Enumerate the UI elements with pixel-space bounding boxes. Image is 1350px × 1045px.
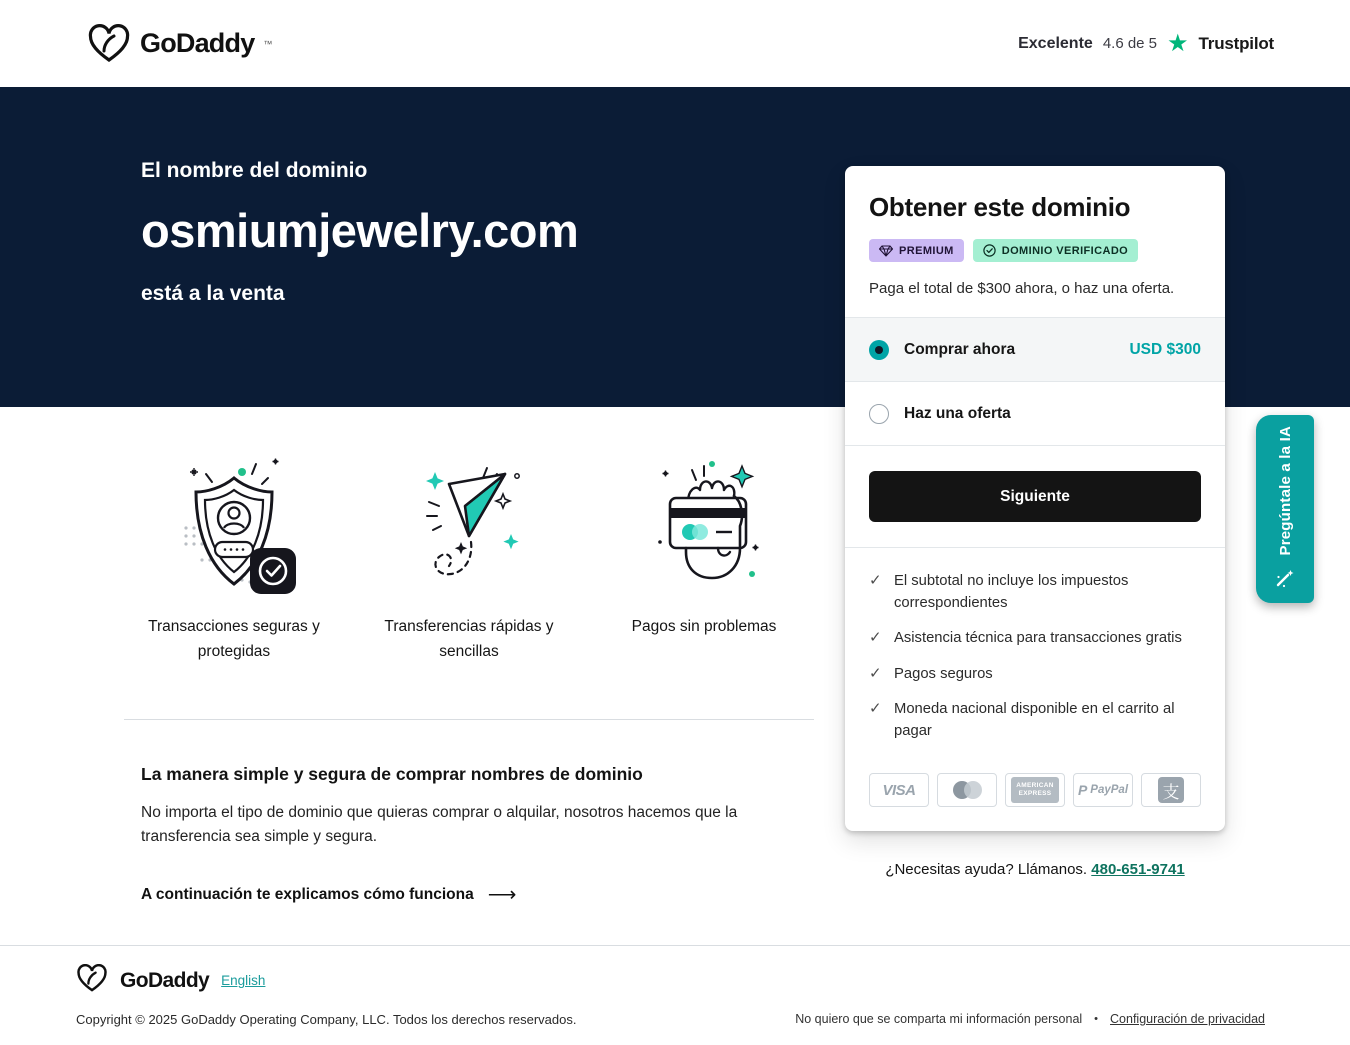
- info-heading: La manera simple y segura de comprar nombres de dominio: [141, 763, 643, 784]
- option-buy-now-label: Comprar ahora: [904, 340, 1016, 358]
- mastercard-icon: [937, 773, 997, 807]
- ask-ai-button[interactable]: [1256, 415, 1314, 603]
- privacy-settings-link[interactable]: Configuración de privacidad: [1110, 1012, 1265, 1027]
- feature-caption: Transferencias rápidas y sencillas: [384, 618, 554, 660]
- shield-user-check-icon: [164, 449, 304, 601]
- trustpilot-wordmark: Trustpilot: [1198, 33, 1274, 53]
- checklist-item: [869, 570, 1201, 614]
- godaddy-wordmark: GoDaddy: [140, 28, 255, 58]
- help-text: ¿Necesitas ayuda? Llámanos.: [885, 861, 1088, 879]
- checklist-item: [869, 663, 1201, 685]
- checklist-text: El subtotal no incluye los impuestos correspondientes: [894, 573, 1129, 612]
- amex-icon: [1005, 773, 1065, 807]
- card-header: [845, 166, 1225, 317]
- alipay-icon: [1141, 773, 1201, 807]
- footer: [0, 945, 1350, 1027]
- paper-plane-icon: [399, 449, 539, 601]
- payment-methods-row: [845, 761, 1225, 831]
- footer-godaddy-wordmark: GoDaddy: [120, 968, 210, 992]
- hero-intro-text: El nombre del dominio: [141, 159, 368, 182]
- option-make-offer-label: Haz una oferta: [904, 404, 1011, 422]
- feature-easy-payments: [594, 449, 814, 665]
- feature-caption: Transacciones seguras y protegidas: [148, 618, 320, 660]
- hand-credit-card-icon: [634, 449, 774, 601]
- magic-wand-icon: [1274, 567, 1296, 592]
- info-section: [124, 720, 814, 905]
- cta-area: [845, 445, 1225, 547]
- visa-label: VISA: [882, 781, 916, 799]
- trustpilot-star-icon: ★: [1167, 29, 1189, 57]
- radio-selected-icon[interactable]: [869, 340, 889, 360]
- domain-name: osmiumjewelry.com: [141, 204, 579, 257]
- checkmark-icon: ✓: [869, 629, 882, 647]
- bullet-separator: •: [1094, 1013, 1099, 1026]
- amex-label-line2: EXPRESS: [1018, 790, 1052, 798]
- next-button[interactable]: Siguiente: [869, 471, 1201, 522]
- language-link[interactable]: English: [221, 973, 266, 989]
- info-body: No importa el tipo de dominio que quieras comprar o alquilar, nosotros hacemos que la transferencia sea simple y segura.: [141, 803, 738, 845]
- diamond-icon: [879, 245, 893, 257]
- option-buy-now-price: USD $300: [1129, 340, 1201, 358]
- checklist-item: [869, 698, 1201, 742]
- premium-badge: [869, 239, 964, 262]
- copyright-text: Copyright © 2025 GoDaddy Operating Company, LLC. Todos los derechos reservados.: [76, 1011, 577, 1027]
- feature-fast-transfers: [359, 449, 579, 665]
- purchase-card: [845, 166, 1225, 831]
- checkmark-icon: ✓: [869, 572, 882, 589]
- mastercard-circle-right: [964, 781, 982, 799]
- card-title: Obtener este dominio: [869, 192, 1131, 222]
- phone-link[interactable]: 480-651-9741: [1091, 861, 1185, 879]
- checkmark-icon: ✓: [869, 699, 882, 717]
- paypal-icon: [1073, 773, 1133, 807]
- godaddy-heart-icon: [87, 24, 131, 64]
- trust-label: Excelente: [1018, 34, 1093, 52]
- trust-score: 4.6 de 5: [1102, 35, 1158, 52]
- verified-badge-label: DOMINIO VERIFICADO: [1001, 244, 1129, 257]
- trademark-symbol: ™: [263, 38, 273, 49]
- footer-legal-row: [76, 1012, 1265, 1027]
- premium-badge-label: PREMIUM: [899, 244, 954, 257]
- privacy-area: [795, 1012, 1265, 1026]
- amex-label-line1: AMERICAN: [1016, 782, 1054, 789]
- footer-brand-row: [76, 964, 1265, 998]
- ask-ai-label: Pregúntale a la IA: [1276, 425, 1294, 556]
- godaddy-heart-icon-footer: [76, 964, 108, 998]
- card-subtitle: Paga el total de $300 ahora, o haz una oferta.: [869, 280, 1175, 297]
- feature-caption: Pagos sin problemas: [631, 618, 777, 635]
- right-arrow-icon: ⟶: [487, 883, 517, 906]
- privacy-notice-text: No quiero que se comparta mi información personal: [795, 1012, 1083, 1027]
- visa-icon: [869, 773, 929, 807]
- trustpilot-rating[interactable]: [1018, 29, 1274, 57]
- help-line: [845, 861, 1225, 878]
- how-it-works-label: A continuación te explicamos cómo funciona: [141, 885, 474, 903]
- checkmark-icon: ✓: [869, 664, 882, 682]
- checklist-text: Moneda nacional disponible en el carrito al pagar: [894, 700, 1175, 739]
- feature-secure-transactions: [124, 449, 344, 665]
- purchase-panel: [845, 166, 1225, 878]
- checklist-text: Pagos seguros: [894, 665, 993, 682]
- paypal-label: PayPal: [1090, 784, 1129, 797]
- check-circle-icon: [983, 244, 996, 257]
- paypal-p-mark: P: [1077, 782, 1088, 799]
- features-row: [124, 449, 814, 665]
- checklist-item: [869, 627, 1201, 649]
- badges-row: [869, 239, 1201, 262]
- hero-for-sale-text: está a la venta: [141, 282, 285, 305]
- verified-badge: [973, 239, 1138, 262]
- alipay-glyph: 支: [1158, 777, 1184, 803]
- how-it-works-link[interactable]: [141, 885, 516, 905]
- radio-unselected-icon[interactable]: [869, 404, 889, 424]
- checklist-text: Asistencia técnica para transacciones gratis: [894, 630, 1182, 647]
- benefits-checklist: [845, 547, 1225, 761]
- top-header: [0, 0, 1350, 87]
- option-buy-now[interactable]: [845, 317, 1225, 381]
- main-content: [124, 407, 814, 905]
- option-make-offer[interactable]: [845, 381, 1225, 445]
- godaddy-logo[interactable]: [87, 24, 272, 64]
